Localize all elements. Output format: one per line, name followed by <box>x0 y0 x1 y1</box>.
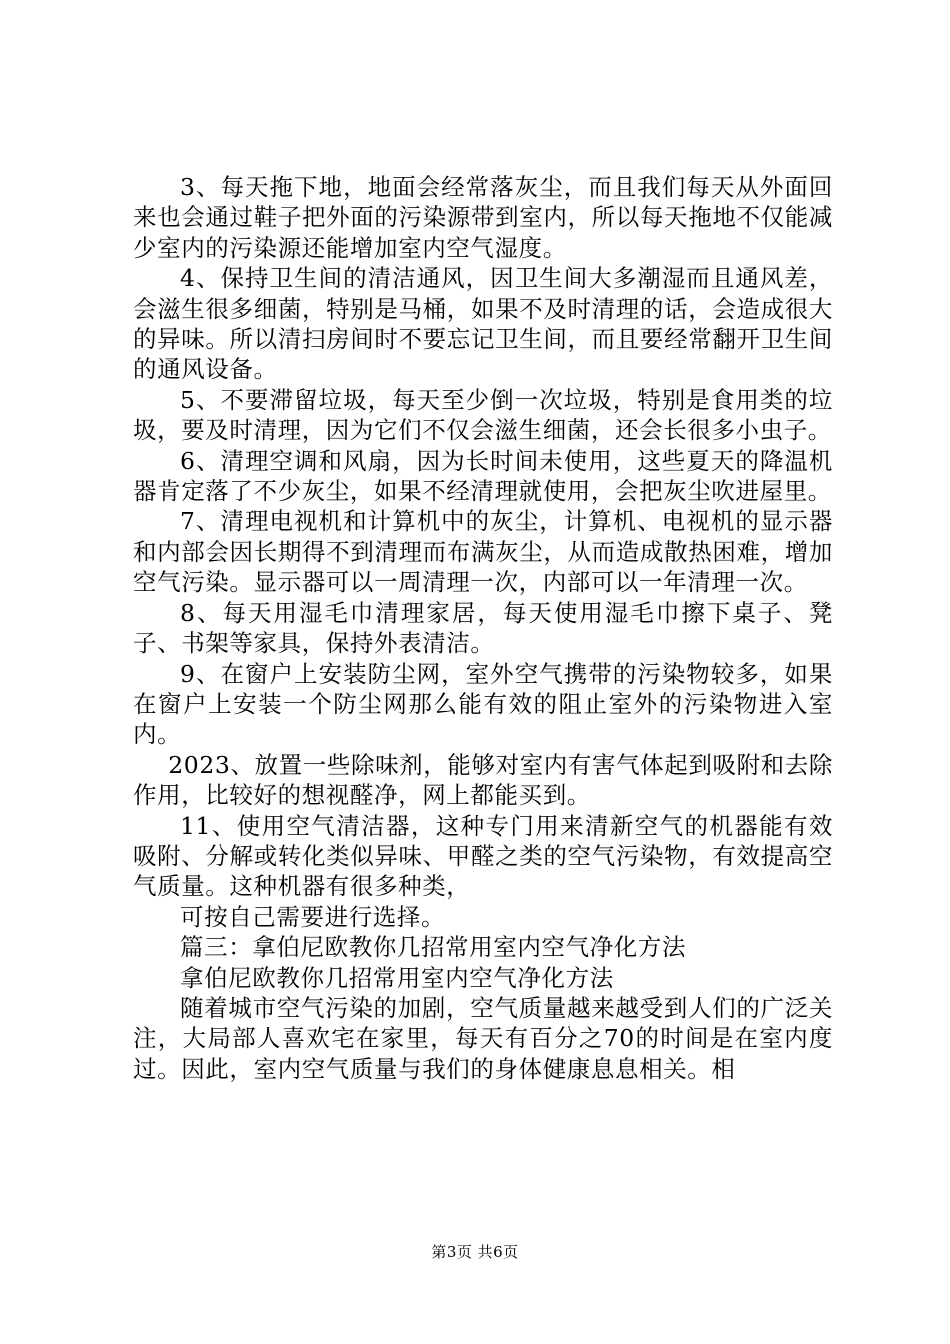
paragraph-wet-towel: 8、每天用湿毛巾清理家居，每天使用湿毛巾擦下桌子、凳子、书架等家具，保持外表清洁。 <box>133 598 833 658</box>
paragraph-mopping: 3、每天拖下地，地面会经常落灰尘，而且我们每天从外面回来也会通过鞋子把外面的污染源带到室内，所以每天拖地不仅能减少室内的污染源还能增加室内空气湿度。 <box>133 173 833 262</box>
paragraph-tv-computer-dust: 7、清理电视机和计算机中的灰尘，计算机、电视机的显示器和内部会因长期得不到清理而布满灰尘，从而造成散热困难，增加空气污染。显示器可以一周清理一次，内部可以一年清理一次。 <box>133 507 833 597</box>
paragraph-intro: 随着城市空气污染的加剧，空气质量越来越受到人们的广泛关注，大局部人喜欢宅在家里，每天有百分之70的时间是在室内度过。因此，室内空气质量与我们的身体健康息息相关。相 <box>133 993 833 1083</box>
section-heading: 篇三：拿伯尼欧教你几招常用室内空气净化方法 <box>180 933 687 962</box>
paragraph-deodorant: 2023、放置一些除味剂，能够对室内有害气体起到吸附和去除作用，比较好的想视醛净，网上都能买到。 <box>133 750 833 810</box>
paragraph-dust-screen: 9、在窗户上安装防尘网，室外空气携带的污染物较多，如果在窗户上安装一个防尘网那么能有效的阻止室外的污染物进入室内。 <box>133 659 833 749</box>
article-title: 拿伯尼欧教你几招常用室内空气净化方法 <box>180 963 614 992</box>
paragraph-air-purifier: 11、使用空气清洁器，这种专门用来清新空气的机器能有效吸附、分解或转化类似异味、甲醛之类的空气污染物，有效提高空气质量。这种机器有很多种类， <box>133 811 833 901</box>
page-number-footer: 第3页 共6页 <box>431 1243 519 1261</box>
paragraph-choose-type: 可按自己需要进行选择。 <box>180 902 446 931</box>
paragraph-bathroom-ventilation: 4、保持卫生间的清洁通风，因卫生间大多潮湿而且通风差，会滋生很多细菌，特别是马桶，如果不及时清理的话，会造成很大的异味。所以清扫房间时不要忘记卫生间，而且要经常翻开卫生间的通风设备。 <box>133 264 833 384</box>
document-body <box>133 172 833 1084</box>
paragraph-air-conditioner-fan: 6、清理空调和风扇，因为长时间未使用，这些夏天的降温机器肯定落了不少灰尘，如果不经清理就使用，会把灰尘吹进屋里。 <box>133 446 833 506</box>
paragraph-garbage: 5、不要滞留垃圾，每天至少倒一次垃圾，特别是食用类的垃圾，要及时清理，因为它们不仅会滋生细菌，还会长很多小虫子。 <box>133 385 833 445</box>
